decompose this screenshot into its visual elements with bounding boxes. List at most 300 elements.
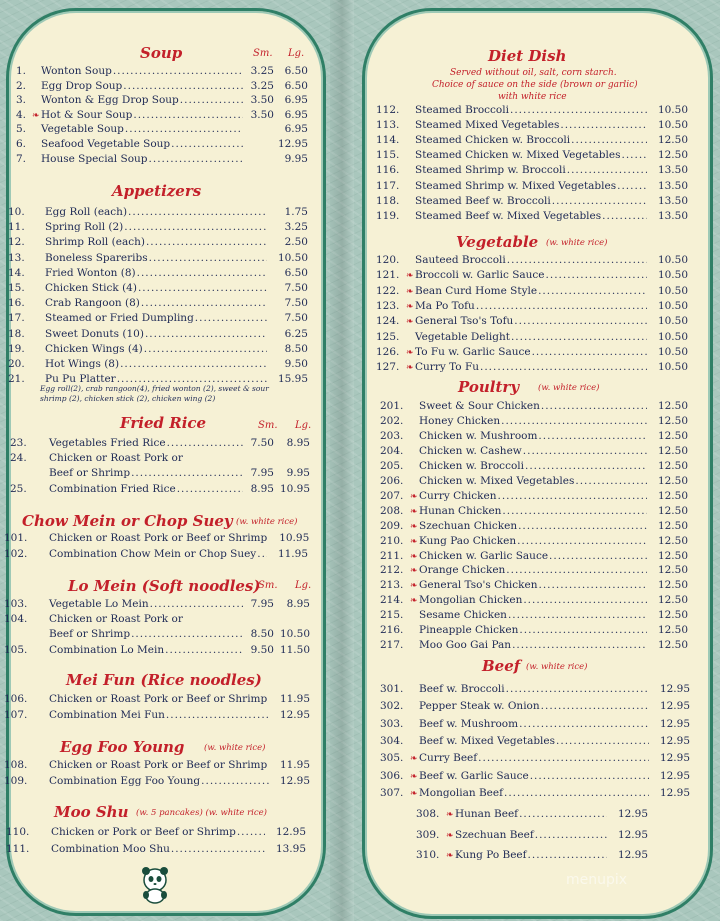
item-price: 12.95 (617, 849, 648, 861)
item-number: 213. (380, 579, 404, 592)
hot-pepper-icon: ❧ (406, 347, 414, 358)
leader-dots (575, 474, 647, 488)
leader-dots (508, 608, 647, 622)
item-price: 10.50 (657, 361, 688, 374)
item-price: 10.50 (657, 330, 688, 343)
menu-item (16, 108, 308, 123)
item-name: Egg Drop Soup (41, 79, 123, 92)
item-price-large: 9.95 (286, 467, 310, 480)
item-price: 12.50 (657, 414, 688, 427)
item-name: Hunan Chicken (419, 504, 502, 517)
leader-dots (478, 751, 649, 765)
item-number: 21. (8, 373, 25, 386)
hot-pepper-icon: ❧ (410, 536, 418, 547)
hot-pepper-icon: ❧ (410, 551, 418, 562)
leader-dots (538, 429, 647, 443)
item-name: Steamed Shrimp w. Broccoli (415, 164, 566, 177)
item-number: 23. (10, 437, 27, 449)
leader-dots (146, 235, 267, 249)
item-number: 104. (4, 613, 28, 626)
column-large: Lg. (295, 580, 312, 591)
section-title: Moo Shu (54, 803, 129, 821)
leader-dots (514, 314, 647, 328)
item-name: Beef w. Broccoli (419, 683, 505, 695)
item-price-large: 10.50 (279, 628, 310, 641)
hot-pepper-icon: ❧ (410, 754, 418, 765)
item-name: Broccoli w. Garlic Sauce (415, 269, 545, 282)
item-name: Kung Po Beef (455, 849, 527, 861)
menu-item (380, 682, 690, 696)
item-number: 307. (380, 786, 404, 799)
item-number: 303. (380, 717, 404, 730)
hot-pepper-icon: ❧ (410, 788, 418, 799)
leader-dots (150, 597, 243, 611)
item-number: 207. (380, 489, 404, 502)
item-name: Chicken or Roast Pork or Beef or Shrimp (49, 693, 268, 705)
item-name: Chicken w. Garlic Sauce (419, 549, 549, 562)
item-name: Combination Lo Mein (49, 643, 165, 656)
item-name: Hunan Beef (455, 808, 519, 820)
item-number: 14. (8, 266, 25, 279)
menu-item (8, 205, 308, 219)
item-name: Chicken or Roast Pork or (49, 452, 183, 465)
hot-pepper-icon: ❧ (446, 810, 454, 820)
menu-item (380, 751, 690, 766)
item-name: Beef or Shrimp (49, 628, 131, 641)
menu-item (376, 148, 688, 162)
item-name: Steamed Beef w. Broccoli (415, 194, 551, 207)
hot-pepper-icon: ❧ (410, 506, 418, 517)
menu-item (376, 118, 688, 132)
menu-item (380, 638, 688, 652)
item-name: General Tso's Chicken (419, 579, 538, 592)
leader-dots (552, 194, 647, 208)
leader-dots (539, 578, 648, 592)
item-price: 12.50 (657, 149, 688, 162)
menu-item (380, 699, 690, 713)
item-price: 13.95 (275, 843, 306, 855)
menu-item (16, 79, 308, 93)
item-name: Honey Chicken (419, 414, 501, 427)
leader-dots (133, 108, 243, 122)
item-name: Crab Rangoon (8) (45, 297, 140, 310)
leader-dots (567, 163, 647, 177)
menu-item-line1 (4, 612, 310, 626)
item-price-large: 6.95 (284, 108, 308, 121)
item-name: Combination Egg Foo Young (49, 774, 201, 787)
item-price: 7.50 (284, 312, 308, 325)
leader-dots (617, 179, 647, 193)
menu-item (380, 504, 688, 519)
item-name: Chicken w. Mushroom (419, 429, 538, 442)
leader-dots (268, 692, 269, 706)
menu-item (416, 807, 648, 822)
item-price: 12.95 (659, 752, 690, 765)
item-name: Spring Roll (2) (45, 221, 124, 234)
item-price-large: 6.50 (284, 65, 308, 77)
menu-item (380, 734, 690, 748)
item-price: 12.50 (657, 444, 688, 457)
item-number: 114. (376, 134, 400, 147)
item-number: 103. (4, 598, 28, 610)
hot-pepper-icon: ❧ (410, 491, 418, 502)
item-price: 12.50 (657, 489, 688, 502)
menu-item (380, 786, 690, 801)
menu-item (4, 547, 308, 561)
menu-item (8, 311, 308, 325)
menu-item (376, 194, 688, 208)
section-title: Fried Rice (120, 414, 207, 432)
item-number: 116. (376, 164, 400, 177)
menu-item (16, 122, 308, 136)
item-price: 12.95 (659, 769, 690, 782)
item-name: Bean Curd Home Style (415, 284, 538, 297)
item-name: Curry To Fu (415, 361, 479, 374)
item-name: Chicken or Roast Pork or Beef or Shrimp (49, 759, 268, 771)
item-name: Combination Chow Mein or Chop Suey (49, 547, 257, 560)
item-price: 12.50 (657, 594, 688, 607)
item-name: House Special Soup (41, 152, 148, 165)
item-price: 12.50 (657, 429, 688, 442)
leader-dots (528, 848, 607, 862)
item-name: Steamed Beef w. Mixed Vegetables (415, 209, 602, 222)
item-number: 302. (380, 700, 404, 713)
item-name: Szechuan Beef (455, 828, 534, 841)
leader-dots (497, 489, 647, 503)
item-name: Moo Goo Gai Pan (419, 639, 512, 652)
menu-item (16, 152, 308, 166)
item-price-large: 8.95 (286, 437, 310, 449)
item-number: 4. (16, 108, 27, 121)
item-name: Sweet Donuts (10) (45, 327, 144, 340)
leader-dots (541, 699, 649, 713)
item-price: 12.95 (659, 734, 690, 747)
hot-pepper-icon: ❧ (446, 851, 454, 861)
menu-item (8, 342, 308, 356)
leader-dots (523, 444, 647, 458)
item-number: 217. (380, 639, 404, 652)
item-number: 210. (380, 534, 404, 547)
item-price-small: 3.25 (250, 65, 274, 77)
leader-dots (171, 137, 243, 151)
item-number: 10. (8, 206, 25, 218)
section-note: (w. white rice) (236, 517, 298, 527)
item-price: 12.50 (657, 474, 688, 487)
item-name: Hot & Sour Soup (41, 108, 133, 121)
leader-dots (621, 148, 647, 162)
item-name: Orange Chicken (419, 564, 506, 577)
item-price: 12.95 (279, 774, 310, 787)
item-number: 19. (8, 342, 25, 355)
leader-dots (510, 103, 647, 117)
menu-fold (330, 0, 354, 921)
item-number: 20. (8, 358, 25, 370)
item-number: 24. (10, 452, 27, 465)
item-price-large: 6.95 (284, 94, 308, 107)
item-price: 12.50 (657, 624, 688, 637)
menu-item (10, 482, 310, 496)
menu-item (380, 623, 688, 637)
menu-item (376, 268, 688, 283)
item-price: 12.50 (657, 134, 688, 147)
item-name: Beef w. Garlic Sauce (419, 769, 529, 782)
menu-item (4, 758, 310, 772)
item-price-large: 6.50 (284, 79, 308, 92)
item-number: 215. (380, 609, 404, 622)
item-number: 113. (376, 119, 400, 132)
hot-pepper-icon: ❧ (446, 830, 454, 841)
menu-item (416, 848, 648, 863)
leader-dots (124, 220, 267, 234)
item-name: Chicken w. Broccoli (419, 459, 524, 472)
item-price: 11.95 (279, 693, 310, 705)
menu-item (380, 578, 688, 593)
diet-note-line2: Choice of sauce on the side (brown or garlic) (432, 80, 638, 90)
menu-item (380, 429, 688, 443)
menu-item (8, 220, 308, 234)
leader-dots (125, 122, 243, 136)
item-number: 301. (380, 683, 404, 695)
leader-dots (511, 330, 647, 344)
hot-pepper-icon: ❧ (410, 596, 418, 607)
item-name: Pepper Steak w. Onion (419, 700, 540, 713)
item-price: 13.50 (657, 179, 688, 192)
menu-item (4, 774, 310, 788)
item-number: 209. (380, 519, 404, 532)
item-price: 10.50 (657, 284, 688, 297)
leader-dots (128, 205, 267, 219)
item-name: Chicken w. Mixed Vegetables (419, 474, 575, 487)
column-small: Sm. (253, 48, 273, 59)
menu-item (10, 436, 310, 450)
item-price: 12.95 (279, 708, 310, 721)
item-name: Pineapple Chicken (419, 624, 519, 637)
item-price: 11.95 (277, 547, 308, 560)
leader-dots (560, 118, 647, 132)
item-price-small: 3.50 (250, 108, 274, 121)
hot-pepper-icon: ❧ (410, 566, 418, 577)
menu-item (8, 266, 308, 280)
item-number: 109. (4, 774, 28, 787)
section-title: Chow Mein or Chop Suey (22, 512, 233, 530)
column-small: Sm. (258, 420, 278, 431)
item-name: Hot Wings (8) (45, 358, 120, 370)
menu-item (380, 519, 688, 534)
leader-dots (519, 623, 647, 637)
item-number: 123. (376, 299, 400, 312)
item-number: 6. (16, 138, 27, 150)
item-name: Chicken or Roast Pork or Beef or Shrimp (49, 532, 268, 544)
leader-dots (141, 296, 267, 310)
hot-pepper-icon: ❧ (410, 771, 418, 782)
item-price-large: 10.95 (279, 482, 310, 495)
section-title: Beef (482, 657, 521, 675)
menu-item (416, 828, 648, 843)
item-price: 3.25 (284, 221, 308, 234)
item-number: 206. (380, 474, 404, 487)
item-price-small: 7.95 (250, 598, 274, 610)
menu-item (376, 330, 688, 344)
menu-item (380, 489, 688, 504)
item-price: 9.50 (284, 358, 308, 370)
leader-dots (602, 209, 647, 223)
item-number: 7. (16, 152, 27, 165)
hot-pepper-icon: ❧ (406, 317, 414, 328)
item-price: 12.50 (657, 639, 688, 652)
item-price: 12.50 (657, 459, 688, 472)
hot-pepper-icon: ❧ (410, 521, 418, 532)
menu-item (6, 825, 306, 839)
item-price: 10.50 (277, 251, 308, 264)
leader-dots (120, 357, 267, 371)
leader-dots (546, 268, 647, 282)
leader-dots (137, 266, 267, 280)
leader-dots (201, 774, 269, 788)
leader-dots (138, 281, 267, 295)
leader-dots (177, 482, 243, 496)
section-title: Vegetable (456, 233, 539, 251)
item-price-small: 3.25 (250, 79, 274, 92)
item-price: 15.95 (277, 373, 308, 386)
item-number: 119. (376, 209, 400, 222)
leader-dots (519, 807, 607, 821)
item-name: Fried Wonton (8) (45, 266, 136, 279)
item-name: Vegetable Lo Mein (49, 598, 149, 610)
item-price-small: 8.50 (250, 628, 274, 641)
item-number: 204. (380, 444, 404, 457)
item-number: 205. (380, 459, 404, 472)
item-name: Wonton Soup (41, 65, 112, 77)
menu-item (376, 284, 688, 299)
item-price: 12.50 (657, 579, 688, 592)
item-price: 1.75 (284, 206, 308, 218)
menu-item (376, 345, 688, 360)
leader-dots (571, 133, 647, 147)
menu-item (6, 842, 306, 856)
item-number: 127. (376, 361, 400, 374)
leader-dots (123, 79, 243, 93)
menu-item (376, 133, 688, 147)
item-name: Sesame Chicken (419, 609, 507, 622)
leader-dots (480, 360, 647, 374)
item-name: Sweet & Sour Chicken (419, 400, 540, 412)
item-price: 10.50 (657, 254, 688, 266)
item-price: 12.95 (275, 826, 306, 838)
item-name: General Tso's Tofu (415, 315, 514, 328)
menu-item (4, 708, 310, 722)
leader-dots (180, 93, 243, 107)
section-note: (w. white rice) (526, 662, 588, 672)
menu-item (380, 459, 688, 473)
menu-item (8, 235, 308, 249)
leader-dots (502, 504, 647, 518)
item-number: 17. (8, 312, 25, 325)
item-name: Beef or Shrimp (49, 467, 131, 480)
menu-item (376, 209, 688, 223)
leader-dots (549, 549, 647, 563)
item-number: 2. (16, 79, 27, 92)
item-price: 2.50 (284, 236, 308, 249)
item-price: 6.50 (284, 266, 308, 279)
item-price: 10.50 (657, 315, 688, 328)
leader-dots (131, 466, 243, 480)
item-number: 125. (376, 330, 400, 343)
item-name: Pu Pu Platter (45, 373, 116, 386)
item-name: Kung Pao Chicken (419, 534, 517, 547)
item-name: Steamed Chicken w. Broccoli (415, 134, 571, 147)
item-name: Shrimp Roll (each) (45, 236, 145, 249)
leader-dots (535, 828, 607, 842)
menu-item (380, 608, 688, 622)
item-price: 10.50 (657, 345, 688, 358)
section-title: Lo Mein (Soft noodles) (68, 577, 261, 595)
item-price-large: 6.95 (284, 123, 308, 136)
menu-item (380, 444, 688, 458)
menu-item (380, 549, 688, 564)
item-price-large: 12.95 (277, 138, 308, 150)
menu-item (380, 717, 690, 731)
item-name: Steamed Broccoli (415, 104, 509, 116)
menu-item (16, 93, 308, 107)
pupu-platter-note: Egg roll(2), crab rangoon(4), fried wonton (2), sweet & sour shrimp (2), chicken stick (2), chicken wing (2) (40, 384, 269, 403)
item-number: 306. (380, 769, 404, 782)
item-name: Sauteed Broccoli (415, 254, 506, 266)
leader-dots (541, 399, 647, 413)
hot-pepper-icon: ❧ (406, 271, 414, 282)
leader-dots (144, 342, 267, 356)
menu-item (8, 281, 308, 295)
item-number: 15. (8, 282, 25, 294)
leader-dots (512, 638, 647, 652)
item-name: Combination Mei Fun (49, 708, 165, 721)
menu-item (4, 627, 310, 641)
item-number: 101. (4, 532, 28, 544)
item-name: Egg Roll (each) (45, 206, 128, 218)
item-number: 308. (416, 808, 440, 820)
hot-pepper-icon: ❧ (406, 301, 414, 312)
column-large: Lg. (295, 420, 312, 431)
item-name: Wonton & Egg Drop Soup (41, 94, 179, 107)
item-name: Chicken or Pork or Beef or Shrimp (51, 826, 236, 838)
item-number: 111. (6, 843, 30, 855)
item-name: Szechuan Chicken (419, 519, 518, 532)
leader-dots (530, 769, 649, 783)
item-name: Combination Fried Rice (49, 482, 176, 495)
menu-item (376, 299, 688, 314)
item-price-large: 11.50 (279, 643, 310, 656)
item-price: 12.95 (659, 717, 690, 730)
section-title: Soup (140, 44, 183, 62)
leader-dots (113, 64, 243, 78)
leader-dots (523, 593, 647, 607)
item-price: 10.50 (657, 119, 688, 132)
item-price: 11.95 (279, 759, 310, 771)
item-name: Seafood Vegetable Soup (41, 138, 171, 150)
leader-dots (517, 534, 647, 548)
item-name: Combination Moo Shu (51, 843, 170, 855)
menu-item (376, 179, 688, 193)
leader-dots (145, 327, 267, 341)
leader-dots (504, 786, 649, 800)
leader-dots (506, 682, 649, 696)
item-number: 310. (416, 849, 440, 861)
menu-item-line1 (10, 451, 310, 465)
menu-item (380, 563, 688, 578)
menu-item (4, 692, 310, 706)
item-name: Mongolian Beef (419, 786, 503, 799)
item-price: 10.95 (279, 532, 310, 544)
menu-item (376, 103, 688, 117)
